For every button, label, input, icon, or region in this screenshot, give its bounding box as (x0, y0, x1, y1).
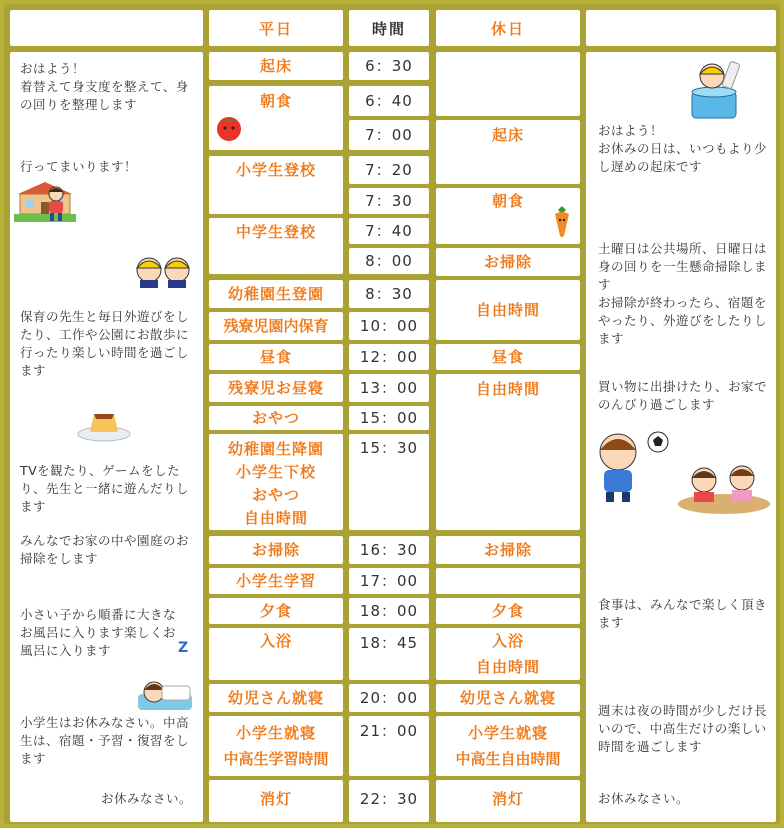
time-1500: 15：00 (349, 406, 429, 430)
left-note-morning: おはよう！ 着替えて身支度を整えて、身の回りを整理します (20, 61, 189, 112)
weekday-toddler-bed: 幼児さん就寝 (209, 684, 343, 712)
holiday-empty-top (436, 52, 580, 116)
sleep-z-icon: Z (178, 640, 189, 656)
right-note-morning: おはよう！ お休みの日は、いつもより少し遅めの起床です (598, 123, 768, 174)
weekday-junior-high: 中学生登校 (235, 223, 316, 241)
weekday-snack: おやつ (209, 406, 343, 430)
weekday-elementary-school-cell (209, 156, 343, 214)
sleeping-child-icon (136, 676, 194, 712)
holiday-toddler-bed: 幼児さん就寝 (436, 684, 580, 712)
time-2100-cell (349, 716, 429, 776)
time-0720: 7：20 (349, 156, 429, 184)
weekday-kindergarten-leave: 幼稚園生降園 (227, 440, 324, 458)
holiday-lunch: 昼食 (436, 344, 580, 370)
weekday-snack-2: おやつ (251, 486, 300, 504)
weekday-lights-out: 消灯 (209, 780, 343, 822)
holiday-bath-cell (436, 628, 580, 680)
weekday-free-time: 自由時間 (243, 509, 308, 527)
header-holiday: 休日 (436, 10, 580, 46)
header-blank-right (586, 10, 776, 46)
time-0740: 7：40 (349, 218, 429, 244)
holiday-free-time-2: 自由時間 (475, 380, 540, 398)
soccer-boy-icon (594, 428, 674, 504)
holiday-free-time-2-cell (436, 374, 580, 530)
child-walking-icon (42, 186, 70, 222)
time-1300: 13：00 (349, 374, 429, 402)
holiday-highschool-free: 中高生自由時間 (455, 750, 561, 768)
weekday-dinner: 夕食 (209, 598, 343, 624)
weekday-highschool-study: 中高生学習時間 (223, 750, 329, 768)
weekday-bath-cell (209, 628, 343, 680)
holiday-bath-free-time: 自由時間 (475, 658, 540, 676)
carrot-icon (552, 206, 572, 238)
time-1530: 15：30 (359, 439, 419, 457)
right-note-goodnight: お休みなさい。 (598, 791, 690, 806)
right-note-shopping: 買い物に出掛けたり、お家でのんびり過ごします (598, 379, 768, 412)
weekday-bath: 入浴 (259, 632, 292, 650)
holiday-cleaning-2: お掃除 (436, 536, 580, 564)
holiday-night-cell (436, 716, 580, 776)
left-note-night: 小学生はお休みなさい。中高生は、宿題・予習・復習をします (20, 715, 190, 766)
time-2230: 22：30 (349, 780, 429, 822)
left-note-bath: 小さい子から順番に大きなお風呂に入ります楽しくお風呂に入ります (20, 607, 177, 658)
weekday-cleaning: お掃除 (209, 536, 343, 564)
washing-child-icon (686, 58, 746, 120)
time-0730: 7：30 (349, 188, 429, 214)
time-1800: 18：00 (349, 598, 429, 624)
holiday-lights-out: 消灯 (436, 780, 580, 822)
weekday-in-house-care: 残寮児園内保育 (209, 312, 343, 340)
weekday-breakfast: 朝食 (259, 92, 292, 110)
right-note-meals: 食事は、みんなで楽しく頂きます (598, 597, 768, 630)
sandbox-kids-icon (676, 458, 772, 514)
holiday-elementary-bed: 小学生就寝 (467, 724, 548, 742)
holiday-cleaning: お掃除 (436, 248, 580, 276)
weekday-wakeup: 起床 (209, 52, 343, 80)
left-note-go: 行ってまいります！ (20, 159, 138, 174)
kids-yellow-hats-icon (134, 254, 192, 288)
left-note-clean: みんなでお家の中や園庭のお掃除をします (20, 533, 190, 566)
right-note-cleaning: 土曜日は公共場所、日曜日は身の回りを一生懸命掃除します お掃除が終わったら、宿題をやったり、外遊びをしたりします (598, 241, 768, 346)
left-note-nursery: 保育の先生と毎日外遊びをしたり、工作や公園にお散歩に行ったり楽しい時間を過ごします (20, 309, 190, 378)
pudding-icon (76, 402, 132, 442)
holiday-empty-mid (436, 568, 580, 594)
holiday-dinner: 夕食 (436, 598, 580, 624)
time-1200: 12：00 (349, 344, 429, 370)
header-blank-left (10, 10, 203, 46)
holiday-bath: 入浴 (491, 632, 524, 650)
time-2100: 21：00 (359, 722, 419, 740)
weekday-lunch: 昼食 (209, 344, 343, 370)
time-1630: 16：30 (349, 536, 429, 564)
holiday-free-time: 自由時間 (436, 280, 580, 340)
weekday-school-return: 小学生下校 (235, 463, 316, 481)
time-1845-cell (349, 628, 429, 680)
time-0630: 6：30 (349, 52, 429, 80)
weekday-kindergarten-arrive: 幼稚園生登園 (209, 280, 343, 308)
weekday-elementary-bed: 小学生就寝 (235, 724, 316, 742)
time-0700: 7：00 (349, 120, 429, 150)
weekday-nap: 残寮児お昼寝 (209, 374, 343, 402)
time-2000: 20：00 (349, 684, 429, 712)
time-0830: 8：30 (349, 280, 429, 308)
left-note-tv: TVを観たり、ゲームをしたり、先生と一緒に遊んだりします (20, 463, 190, 514)
left-note-goodnight: お休みなさい。 (100, 791, 192, 806)
header-time: 時間 (349, 10, 429, 46)
right-note-weekend-night: 週末は夜の時間が少しだけ長いので、中高生だけの楽しい時間を過ごします (598, 703, 768, 754)
time-1000: 10：00 (349, 312, 429, 340)
weekday-night-cell (209, 716, 343, 776)
time-0800: 8：00 (349, 248, 429, 274)
weekday-junior-high-cell (209, 218, 343, 274)
time-1530-cell (349, 434, 429, 530)
time-1845: 18：45 (359, 634, 419, 652)
weekday-elementary-school: 小学生登校 (235, 161, 316, 179)
holiday-wakeup: 起床 (436, 120, 580, 184)
weekday-study: 小学生学習 (209, 568, 343, 594)
holiday-breakfast: 朝食 (491, 192, 524, 210)
header-weekday: 平日 (209, 10, 343, 46)
tomato-icon (214, 112, 244, 142)
time-0640: 6：40 (349, 86, 429, 116)
weekday-afternoon-cell (209, 434, 343, 530)
time-1700: 17：00 (349, 568, 429, 594)
